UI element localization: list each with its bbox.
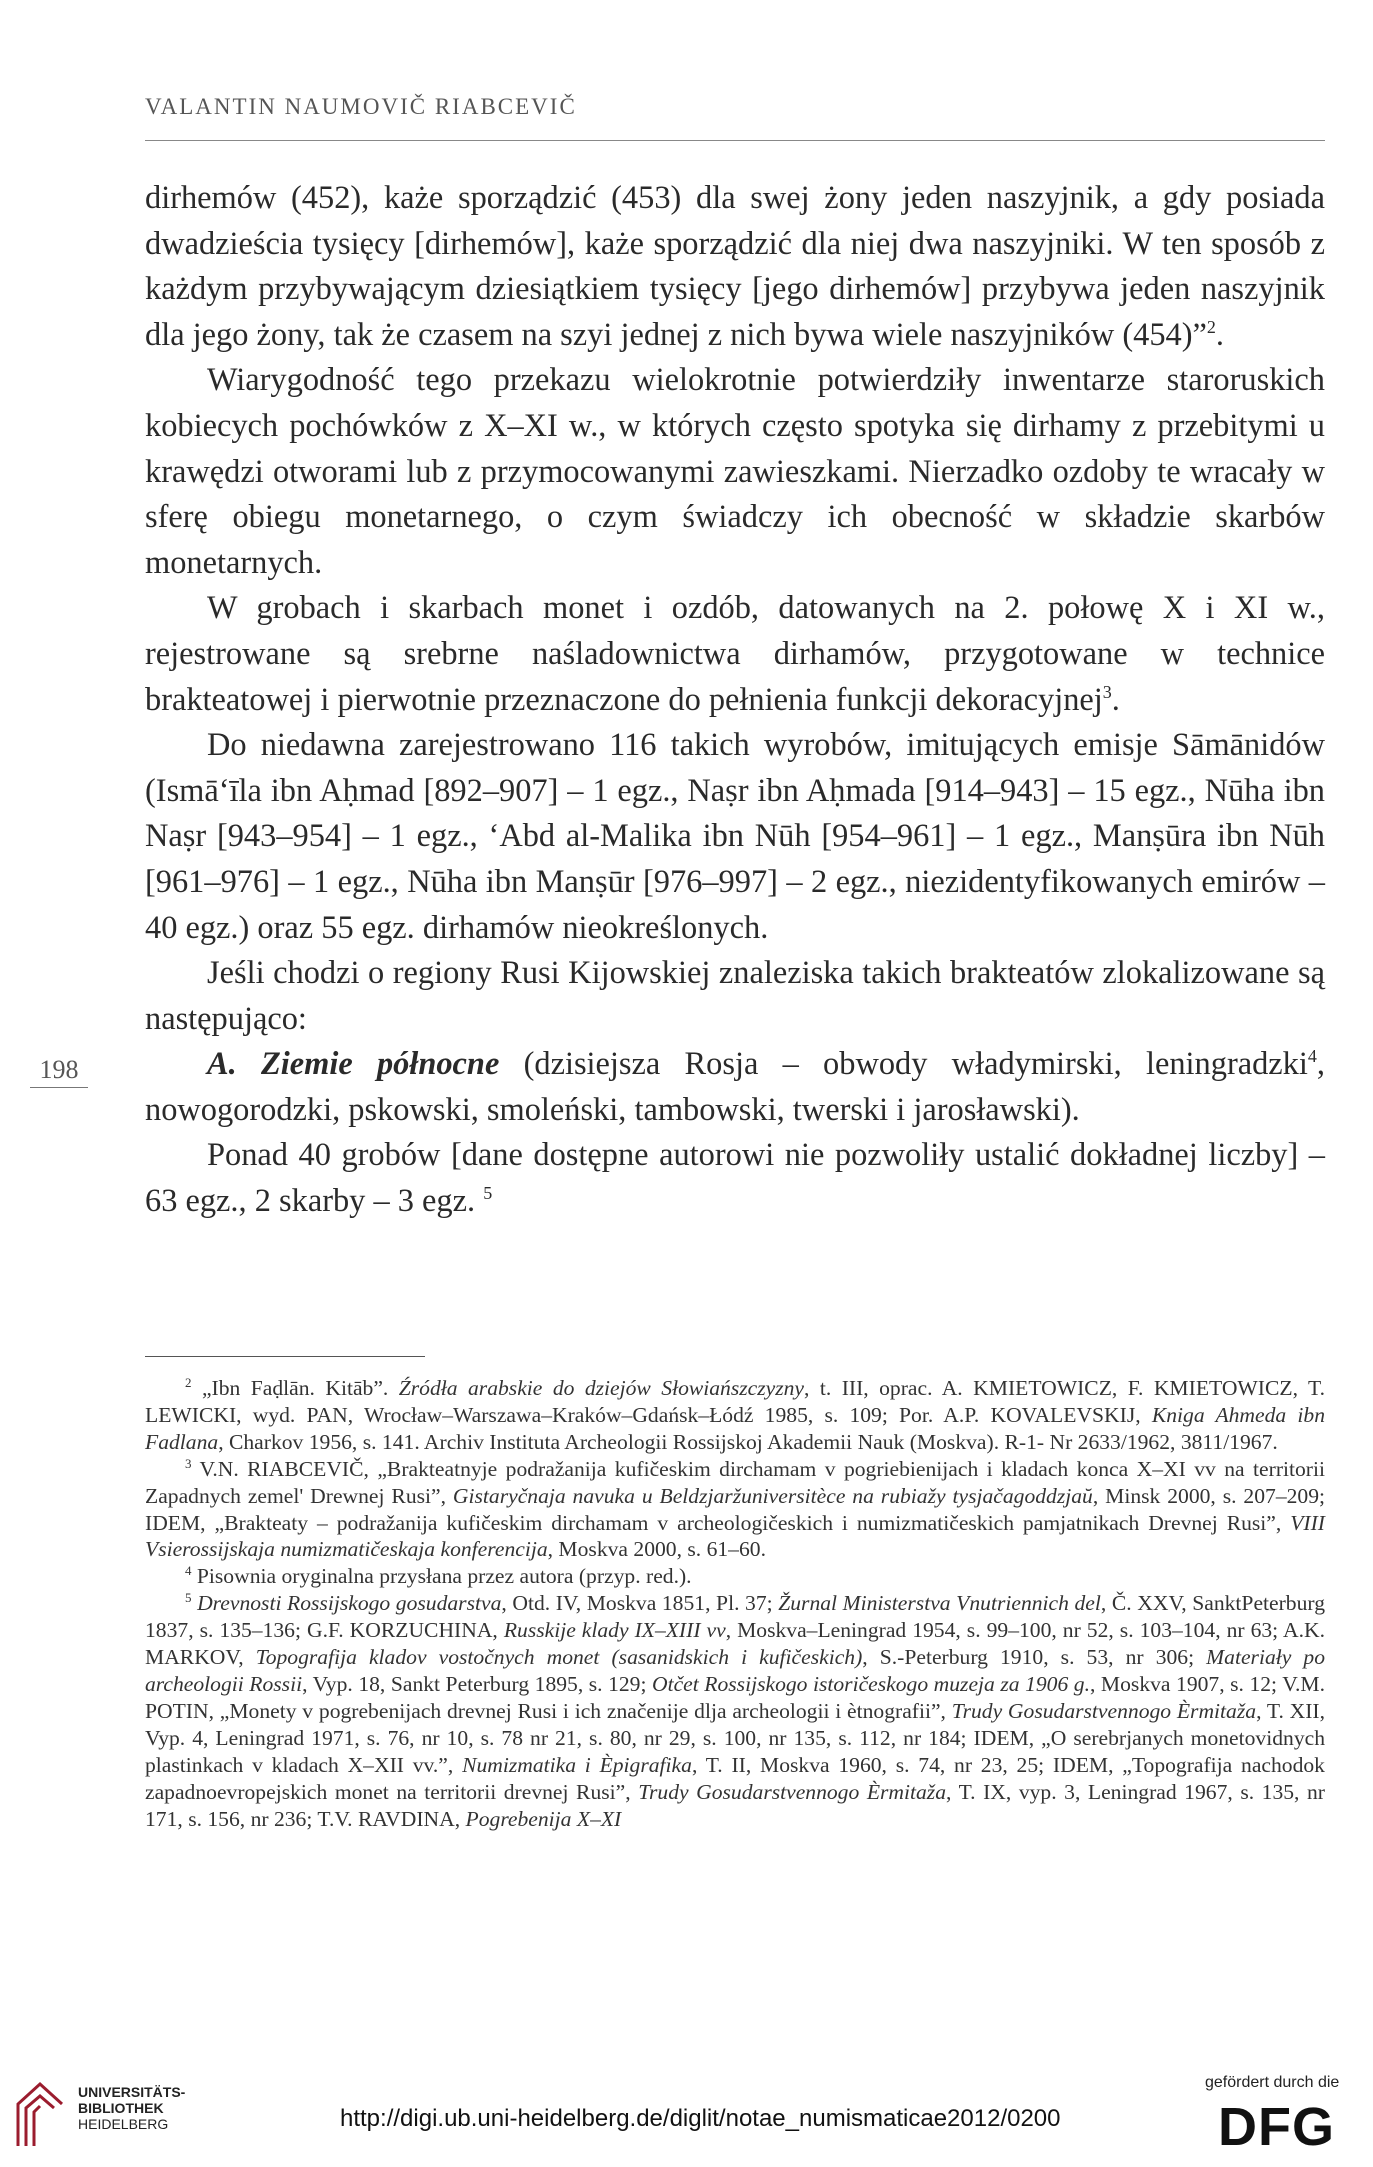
digitization-url-link[interactable]: http://digi.ub.uni-heidelberg.de/diglit/notae_numismaticae2012/0200 (340, 2105, 1061, 2132)
footnote-4 (145, 1563, 1325, 1590)
fn5-t19: Pogrebenija X–XI (465, 1806, 622, 1831)
university-library-name (78, 2084, 185, 2132)
footnote-5-number: 5 (185, 1590, 192, 1606)
fn3-e: , Moskva 2000, s. 61–60. (547, 1537, 766, 1562)
fn2-b: Źródła arabskie do dziejów Słowiańszczyzny (398, 1376, 805, 1400)
paragraph-1-end: . (1215, 316, 1224, 353)
paragraph-1 (145, 176, 1325, 358)
fn5-t5: Russkije klady IX–XIII vv (503, 1618, 726, 1643)
header-rule (145, 140, 1325, 141)
fn3-b: Gistaryčnaja navuka u Beldzjaržuniversitèce na rubiažy tysjačagoddzjaŭ (452, 1483, 1093, 1508)
fn3-d: VIII Vsierossijskaja numizmatičeskaja konferencija (145, 1510, 1325, 1562)
footnote-5 (145, 1590, 1325, 1832)
fn5-t3: Žurnal Ministerstva Vnutriennich del (778, 1591, 1101, 1616)
library-name-line-1: UNIVERSITÄTS- (78, 2084, 186, 2100)
paragraph-4: Do niedawna zarejestrowano 116 takich wyrobów, imitujących emisje Sāmānidów (Ismā‘īla ibn Aḥmad [892–907] – 1 egz., Naṣr ibn Aḥmada [914–943] – 15 egz., Nūha ibn Naṣr [943–954] – 1 egz., ‘Abd al-Malika ibn Nūh [954–961] – 1 egz., Manṣūra ibn Nūh [961–976] – 1 egz., Nūha ibn Manṣūr [976–997] – 2 egz., niezidentyfikowanych emirów – 40 egz.) oraz 55 egz. dirhamów nieokreślonych. (145, 727, 1325, 946)
fn5-t17: Trudy Gosudarstvennogo Èrmitaža (638, 1779, 947, 1804)
page-number: 198 (30, 1055, 88, 1088)
fn5-t18: , T. IX, vyp. 3, Leningrad 1967, s. 135, nr 171, s. 156, nr 236; T.V. RAVDINA, (145, 1779, 1325, 1831)
fn5-t11: Otčet Rossijskogo istoričeskogo muzeja za 1906 g. (652, 1671, 1090, 1696)
fn5-t16: , T. II, Moskva 1960, s. 74, nr 23, 25; IDEM, „Topografija nachodok zapadnoevropejskich monet na territorii drevnej Rusi”, (145, 1752, 1325, 1804)
dfg-logo: DFG (1218, 2097, 1335, 2157)
footnote-rule (145, 1356, 425, 1357)
footnote-ref-2: 2 (1206, 316, 1216, 337)
paragraph-6-end: , nowogorodzki, pskowski, smoleński, tambowski, twerski i jarosławski). (145, 1046, 1325, 1128)
fn5-t10: , Vyp. 18, Sankt Peterburg 1895, s. 129; (302, 1671, 652, 1696)
running-head: VALANTIN NAUMOVIČ RIABCEVIČ (145, 94, 577, 119)
paragraph-6 (145, 1042, 1325, 1133)
fn2-e: , Charkov 1956, s. 141. Archiv Instituta Archeologii Rossijskoj Akademii Nauk (Moskva). R-1- Nr 2633/1962, 3811/1967. (218, 1429, 1278, 1454)
paragraph-3-end: . (1111, 681, 1120, 718)
fn5-t1: Drevnosti Rossijskogo gosudarstva (191, 1591, 502, 1616)
paragraph-3 (145, 586, 1325, 723)
footer (0, 2072, 1373, 2167)
footnote-ref-4: 4 (1307, 1046, 1317, 1067)
paragraph-3-text: W grobach i skarbach monet i ozdób, datowanych na 2. połowę X i XI w., rejestrowane są srebrne naśladownictwa dirhamów, przygotowane w technice brakteatowej i pierwotnie przeznaczone do pełnienia funkcji dekoracyjnej (145, 590, 1325, 718)
footnote-2 (145, 1375, 1325, 1456)
funding-caption: gefördert durch die (1205, 2074, 1340, 2091)
paragraph-7-text: Ponad 40 grobów [dane dostępne autorowi nie pozwoliły ustalić dokładnej liczby] – 63 egz., 2 skarby – 3 egz. (145, 1137, 1325, 1220)
footnote-3 (145, 1456, 1325, 1564)
fn4-a: Pisownia oryginalna przysłana przez autora (przyp. red.). (191, 1564, 692, 1589)
fn3-a: V.N. RIABCEVIČ, „Brakteatnyje podražanija kufičeskim dirchamam v pogriebienijach i kladach konca X–XI vv na territorii Zapadnych zemel' Drewnej Rusi”, (145, 1456, 1325, 1508)
fn5-t6: , Moskva–Leningrad 1954, s. 99–100, nr 52, s. 103–104, nr 63; A.K. MARKOV, (145, 1618, 1325, 1670)
library-name-line-2: BIBLIOTHEK (78, 2100, 164, 2116)
fn5-t2: , Otd. IV, Moskva 1851, Pl. 37; (501, 1591, 779, 1616)
fn5-t9: Materiały po archeologii Rossii (145, 1645, 1325, 1696)
fn5-t4: , Č. XXV, SanktPeterburg 1837, s. 135–136; G.F. KORZUCHINA, (145, 1591, 1325, 1643)
fn5-t12: , Moskva 1907, s. 12; V.M. POTIN, „Monety v pogrebenijach drevnej Rusi i ich značenije dlja archeologii i ètnografii”, (145, 1671, 1326, 1723)
footnote-ref-3: 3 (1102, 681, 1112, 702)
paragraph-1-text: dirhemów (452), każe sporządzić (453) dla swej żony jeden naszyjnik, a gdy posiada dwadzieścia tysięcy [dirhemów], każe sporządzić dla niej dwa naszyjniki. W ten sposób z każdym przybywającym dziesiątkiem tysięcy [jego dirhemów] przybywa jeden naszyjnik dla jego żony, tak że czasem na szyi jednej z nich bywa wiele naszyjników (454)” (145, 180, 1325, 353)
paragraph-2: Wiarygodność tego przekazu wielokrotnie potwierdziły inwentarze staroruskich kobiecych pochówków z X–XI w., w których często spotyka się dirhamy z przebitymi u krawędzi otworami lub z przymocowanymi zawieszkami. Nierzadko ozdoby te wracały w sferę obiegu monetarnego, o czym świadczy ich obecność w składzie skarbów monetarnych. (145, 362, 1325, 581)
footnote-2-number: 2 (185, 1374, 192, 1390)
fn5-t14: , T. XII, Vyp. 4, Leningrad 1971, s. 76, nr 10, s. 78 nr 21, s. 80, nr 29, s. 100, nr 135, s. 112, nr 184; IDEM, „O serebrjanych monetovidnych plastinkach v kladach X–XII vv.”, (145, 1698, 1326, 1777)
paragraph-5: Jeśli chodzi o regiony Rusi Kijowskiej znaleziska takich brakteatów zlokalizowane są następująco: (145, 955, 1325, 1037)
main-text (145, 176, 1325, 1225)
fn2-d: Kniga Ahmeda ibn Fadlana (145, 1402, 1325, 1454)
paragraph-7 (145, 1133, 1325, 1224)
fn5-t8: , S.-Peterburg 1910, s. 53, nr 306; (862, 1645, 1207, 1670)
footnote-ref-5: 5 (483, 1183, 493, 1204)
fn2-c: , t. III, oprac. A. KMIETOWICZ, F. KMIETOWICZ, T. LEWICKI, wyd. PAN, Wrocław–Warszawa–Kraków–Gdańsk–Łódź 1985, s. 109; Por. A.P. KOVALEVSKIJ, (145, 1376, 1326, 1427)
university-library-logo-icon (14, 2078, 66, 2150)
library-name-line-3: HEIDELBERG (78, 2116, 169, 2132)
fn2-a: „Ibn Faḍlān. Kitāb”. (191, 1376, 399, 1400)
paragraph-6-text: (dzisiejsza Rosja – obwody władymirski, leningradzki (499, 1046, 1308, 1083)
fn5-t13: Trudy Gosudarstvennogo Èrmitaža (951, 1698, 1257, 1723)
section-heading: A. Ziemie północne (207, 1046, 500, 1083)
fn5-t7: Topografija kladov vostočnych monet (sasanidskich i kufičeskich) (255, 1645, 863, 1670)
footnote-4-number: 4 (185, 1563, 192, 1579)
fn5-t15: Numizmatika i Èpigrafika (462, 1752, 692, 1777)
footnotes (145, 1375, 1325, 1832)
fn3-c: , Minsk 2000, s. 207–209; IDEM, „Brakteaty – podražanija kufičeskim dirchamam v archeologičeskich i numizmatičeskich pamjatnikach Drevnej Rusi”, (145, 1483, 1326, 1535)
footnote-3-number: 3 (185, 1455, 192, 1471)
